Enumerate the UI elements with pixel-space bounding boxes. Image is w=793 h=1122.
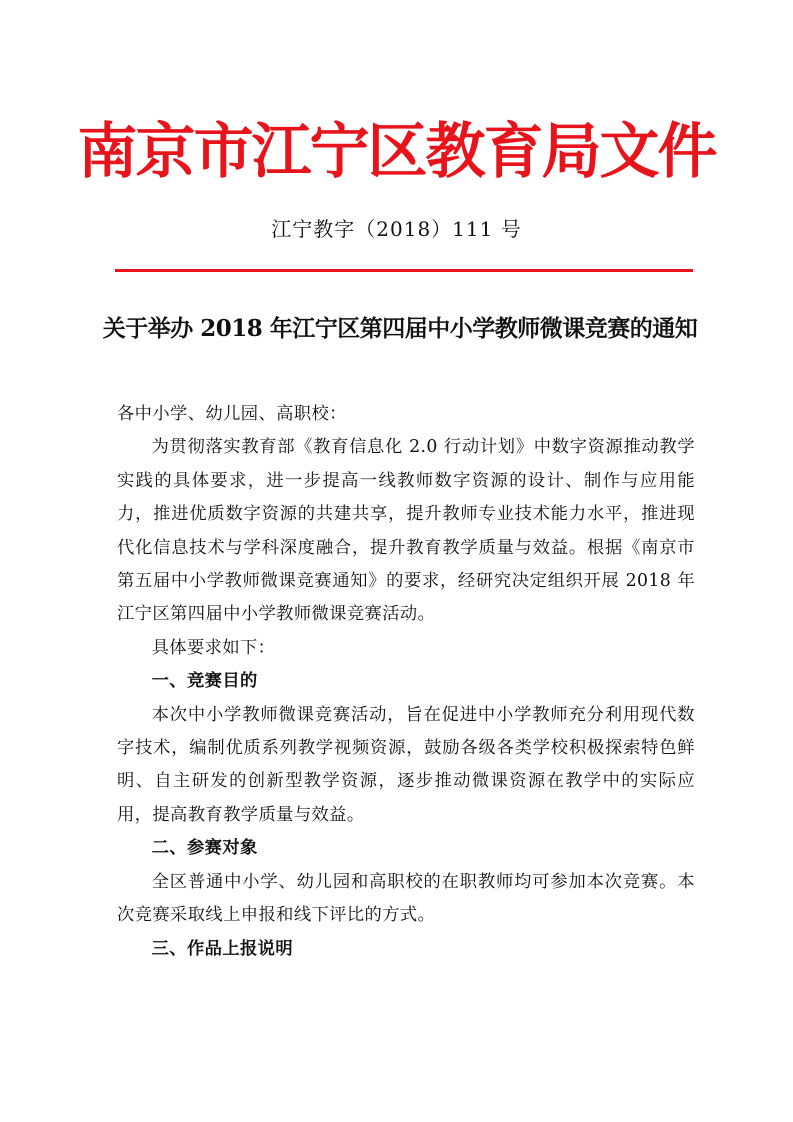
document-body <box>117 398 695 966</box>
document-header-title: 南京市江宁区教育局文件 <box>77 117 716 187</box>
red-header-rule <box>115 269 693 272</box>
requirements-lead: 具体要求如下： <box>151 637 276 658</box>
document-number: 江宁教字（2018）111 号 <box>271 217 522 241</box>
section-heading-submission: 三、作品上报说明 <box>151 938 294 959</box>
section-text-participants: 全区普通中小学、幼儿园和高职校的在职教师均可参加本次竞赛。本次竞赛采取线上申报和线下评比的方式。 <box>117 871 695 926</box>
intro-paragraph: 为贯彻落实教育部《教育信息化 2.0 行动计划》中数字资源推动教学实践的具体要求，进一步提高一线教师数字资源的设计、制作与应用能力，推进优质数字资源的共建共享，提升教师专业技术能力水平，推进现代化信息技术与学科深度融合，提升教育教学质量与效益。根据《南京市第五届中小学教师微课竞赛通知》的要求，经研究决定组织开展 2018 年江宁区第四届中小学教师微课竞赛活动。 <box>117 437 695 625</box>
section-heading-purpose: 一、竞赛目的 <box>151 671 258 692</box>
notice-title: 关于举办 2018 年江宁区第四届中小学教师微课竞赛的通知 <box>102 315 698 342</box>
section-heading-participants: 二、参赛对象 <box>151 838 258 859</box>
salutation: 各中小学、幼儿园、高职校： <box>117 404 347 424</box>
section-text-purpose: 本次中小学教师微课竞赛活动，旨在促进中小学教师充分利用现代数字技术，编制优质系列教学视频资源，鼓励各级各类学校积极探索特色鲜明、自主研发的创新型教学资源，逐步推动微课资源在教学中的实际应用，提高教育教学质量与效益。 <box>117 704 695 825</box>
